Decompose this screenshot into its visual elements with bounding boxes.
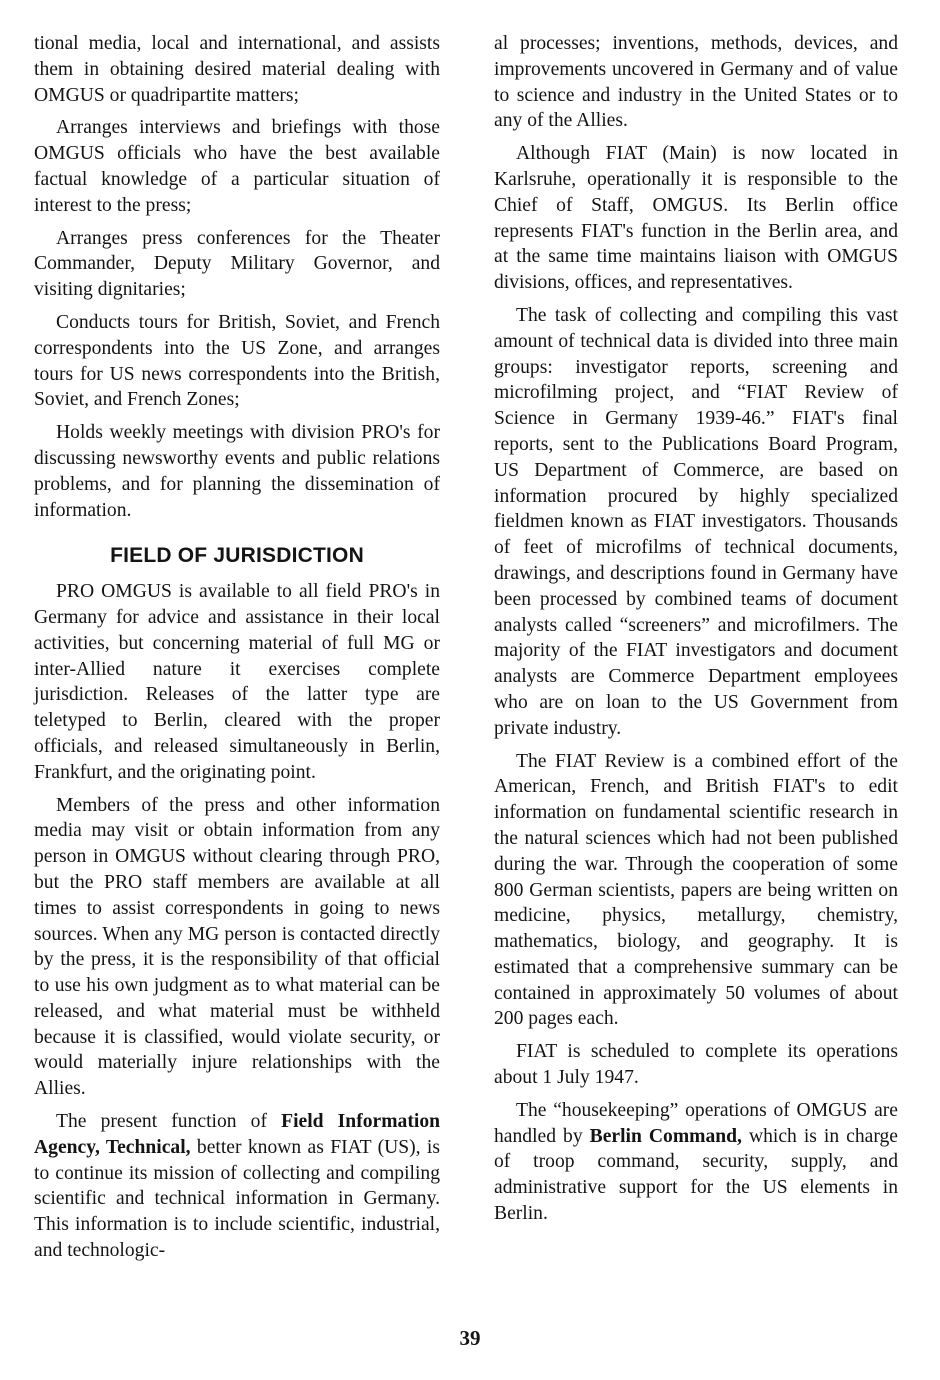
paragraph: Arranges interviews and briefings with those OMGUS officials who have the best available factual knowledge of a particular situation of interest to the press;: [34, 117, 440, 216]
paragraph: al processes; inventions, methods, devices, and improvements uncovered in Germany and of value to science and industry in the United States or to any of the Allies.: [494, 33, 898, 132]
section-heading: FIELD OF JURISDICTION: [110, 544, 364, 568]
text-run: better known as FIAT (US), is to continue its mission of collecting and compiling scientific and technical information in Germany. This information is to include scientific, industrial, and technologic-: [34, 1136, 440, 1262]
paragraph: The FIAT Review is a combined effort of the American, French, and British FIAT's to edit information on fundamental scientific research in the natural sciences which had not been published during the war. Through the cooperation of some 800 German scientists, papers are being written on medicine, physics, metallurgy, chemistry, mathematics, biology, and geography. It is estimated that a comprehensive summary can be contained in approximately 50 volumes of about 200 pages each.: [494, 750, 898, 1030]
paragraph: Holds weekly meetings with division PRO's for discussing newsworthy events and public relations problems, and for planning the dissemination of information.: [34, 422, 440, 521]
paragraph: tional media, local and international, and assists them in obtaining desired material dealing with OMGUS or quadripartite matters;: [34, 33, 440, 106]
paragraph: [494, 1098, 898, 1227]
text-run: The “housekeeping” operations of OMGUS are handled by: [494, 1099, 898, 1147]
paragraph: Members of the press and other information media may visit or obtain information from any person in OMGUS without clearing through PRO, but the PRO staff members are available at all times to assist correspondents in going to news sources. When any MG person is contacted directly by the press, it is the responsibility of that official to use his own judgment as to what material can be released, and what material must be withheld because it is classified, would violate security, or would materially injure relationships with the Allies.: [34, 794, 440, 1100]
paragraph: [34, 1109, 440, 1264]
paragraph: Conducts tours for British, Soviet, and French correspondents into the US Zone, and arranges tours for US news correspondents into the British, Soviet, and French Zones;: [34, 311, 440, 411]
bold-term: Berlin Command,: [589, 1125, 742, 1147]
paragraph: FIAT is scheduled to complete its operations about 1 July 1947.: [494, 1041, 898, 1089]
left-column: [34, 31, 440, 1271]
paragraph: PRO OMGUS is available to all field PRO's in Germany for advice and assistance in their local activities, but concerning material of full MG or inter-Allied nature it exercises complete jurisdiction. Releases of the latter type are teletyped to Berlin, cleared with the proper officials, and released simultaneously in Berlin, Frankfurt, and the originating point.: [34, 581, 440, 783]
bold-term: Field Information Agency, Technical,: [34, 1111, 441, 1158]
paragraph: Arranges press conferences for the Theater Commander, Deputy Military Governor, and visiting dignitaries;: [34, 227, 440, 301]
right-column: [494, 31, 898, 1234]
page-number: 39: [459, 1326, 481, 1350]
paragraph: The task of collecting and compiling this vast amount of technical data is divided into three main groups: investigator reports, screening and microfilming project, and “FIAT Review of Science in Germany 1939-46.” FIAT's final reports, sent to the Publications Board Program, US Department of Commerce, are based on information procured by highly specialized fieldmen known as FIAT investigators. Thousands of feet of microfilms of technical documents, drawings, and descriptions found in Germany have been processed by combined teams of document analysts called “screeners” and microfilmers. The majority of the FIAT investigators and document analysts are Commerce Department employees who are on loan to the US Government from private industry.: [494, 304, 898, 739]
text-run: which is in charge of troop command, security, supply, and administrative support for the US elements in Berlin.: [494, 1125, 898, 1225]
text-run: The present function of: [56, 1111, 267, 1133]
paragraph: Although FIAT (Main) is now located in Karlsruhe, operationally it is responsible to the Chief of Staff, OMGUS. Its Berlin office represents FIAT's function in the Berlin area, and at the same time maintains liaison with OMGUS divisions, offices, and representatives.: [494, 143, 898, 294]
